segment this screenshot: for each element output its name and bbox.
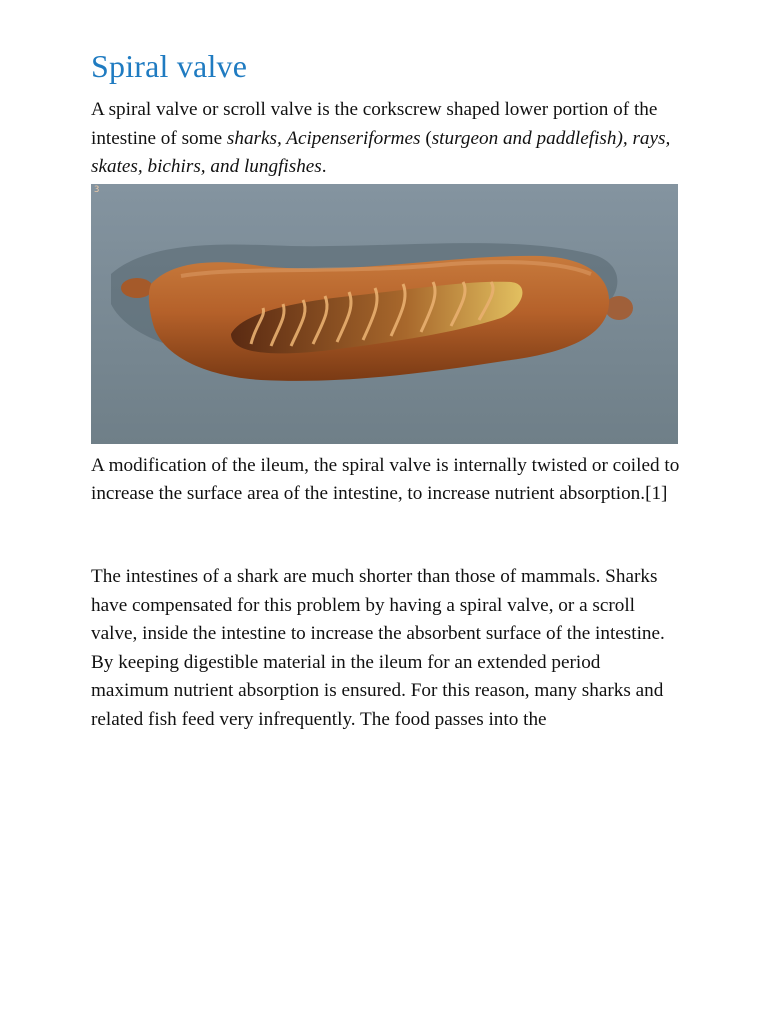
intro-text-start: A spiral valve or scroll valve is the corkscrew shaped lower portion of the intestine of some xyxy=(91,99,658,149)
intro-paragraph xyxy=(91,96,681,182)
shark-paragraph-clip xyxy=(91,563,681,730)
spiral-valve-illustration xyxy=(91,184,678,444)
article-content xyxy=(91,40,681,730)
spiral-valve-photo xyxy=(91,184,678,444)
ileum-paragraph: A modification of the ileum, the spiral valve is internally twisted or coiled to increase the surface area of the intestine, to increase nutrient absorption.[1] xyxy=(91,454,680,505)
page-title: Spiral valve xyxy=(91,48,248,84)
image-badge: 3 xyxy=(94,184,100,195)
specimen-left-knot xyxy=(121,278,153,298)
intro-text-end: . xyxy=(321,156,327,178)
intro-italic-taxa: sharks, Acipenseriformes xyxy=(226,127,421,149)
intro-text-mid: ( xyxy=(420,127,432,149)
specimen-right-knot xyxy=(605,296,633,320)
intro-italic-taxa-2: sturgeon and paddlefish), rays, skates, bichirs, and lungfishes xyxy=(91,127,671,178)
shark-intestine-paragraph: The intestines of a shark are much shorter than those of mammals. Sharks have compensated for this problem by having a spiral valve, or a scroll valve, inside the intestine to increase the absorbent surface of the intestine. By keeping digestible material in the ileum for an extended period maximum nutrient absorption is ensured. For this reason, many sharks and related fish feed very infrequently. The food passes into the xyxy=(91,565,665,730)
